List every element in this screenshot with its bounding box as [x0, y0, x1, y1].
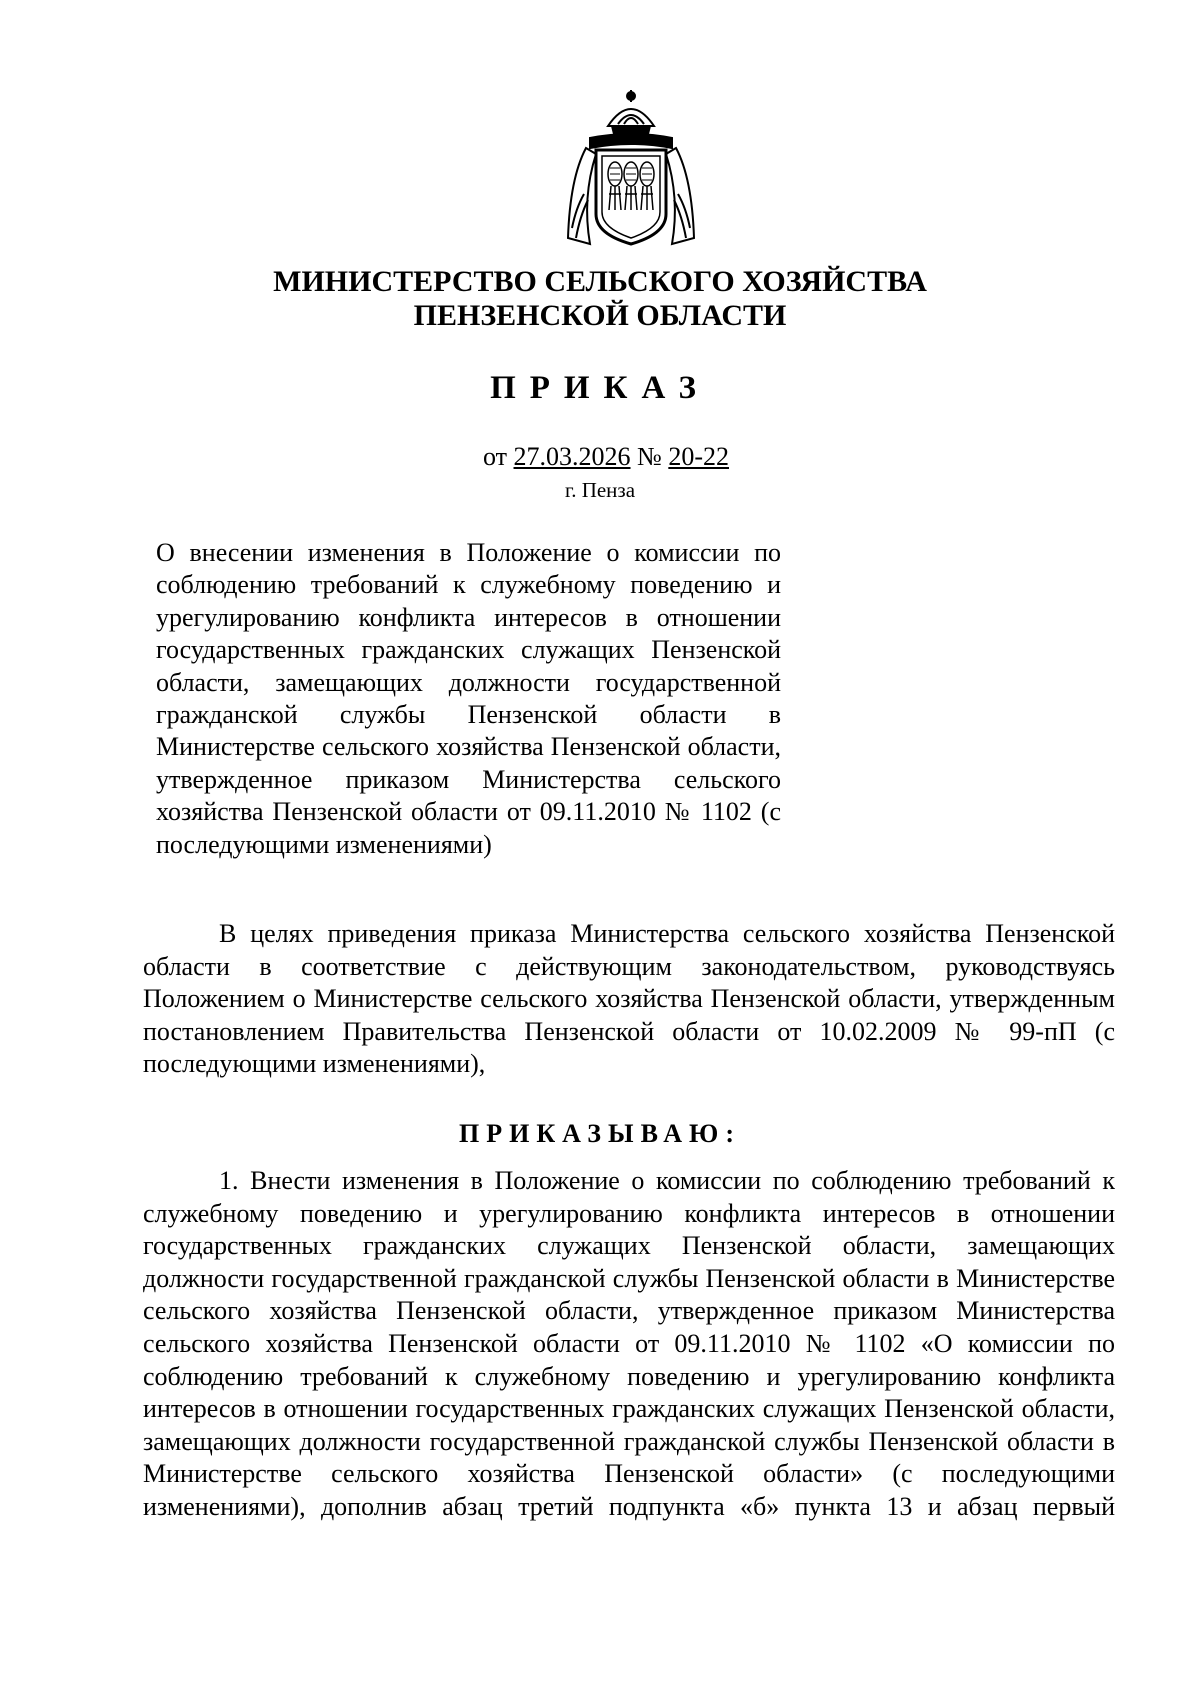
number-sign: № — [637, 442, 662, 471]
ministry-line-2: ПЕНЗЕНСКОЙ ОБЛАСТИ — [413, 299, 787, 332]
document-number: 20-22 — [668, 442, 729, 471]
coat-of-arms-icon — [560, 88, 702, 250]
document-date: 27.03.2026 — [513, 442, 631, 471]
ministry-line-1: МИНИСТЕРСТВО СЕЛЬСКОГО ХОЗЯЙСТВА — [273, 265, 927, 298]
order-point-1: 1. Внести изменения в Положение о комиссии по соблюдению требований к служебному поведению и урегулированию конфликта интересов в отношении государственных гражданских служащих Пензенской области, замещающих должности государственной гражданской службы Пензенской области в Министерстве сельского хозяйства Пензенской области, утвержденное приказом Министерства сельского хозяйства Пензенской области от 09.11.2010 № 1102 «О комиссии по соблюдению требований к служебному поведению и урегулированию конфликта интересов в отношении государственных гражданских служащих Пензенской области, замещающих должности государственной гражданской службы Пензенской области в Министерстве сельского хозяйства Пензенской области» (с последующими изменениями), дополнив абзац третий подпункта «б» пункта 13 и абзац первый — [143, 1166, 1115, 1521]
city: г. Пенза — [564, 478, 636, 502]
preamble-paragraph: В целях приведения приказа Министерства сельского хозяйства Пензенской области в соответствие с действующим законодательством, руководствуясь Положением о Министерстве сельского хозяйства Пензенской области, утвержденным постановлением Правительства Пензенской области от 10.02.2009 № 99-пП (с последующими изменениями), — [143, 919, 1115, 1079]
document-title: О внесении изменения в Положение о комиссии по соблюдению требований к служебному поведению и урегулированию конфликта интересов в отношении государственных гражданских служащих Пензенской области, замещающих должности государственной гражданской службы Пензенской области в Министерстве сельского хозяйства Пензенской области, утвержденное приказом Министерства сельского хозяйства Пензенской области от 09.11.2010 № 1102 (с последующими изменениями) — [156, 538, 781, 859]
document-type: ПРИКАЗ — [490, 370, 710, 406]
ministry-name — [0, 265, 1200, 333]
date-number-line — [0, 440, 1200, 474]
order-heading: ПРИКАЗЫВАЮ: — [459, 1119, 741, 1148]
date-prefix: от — [482, 442, 508, 471]
